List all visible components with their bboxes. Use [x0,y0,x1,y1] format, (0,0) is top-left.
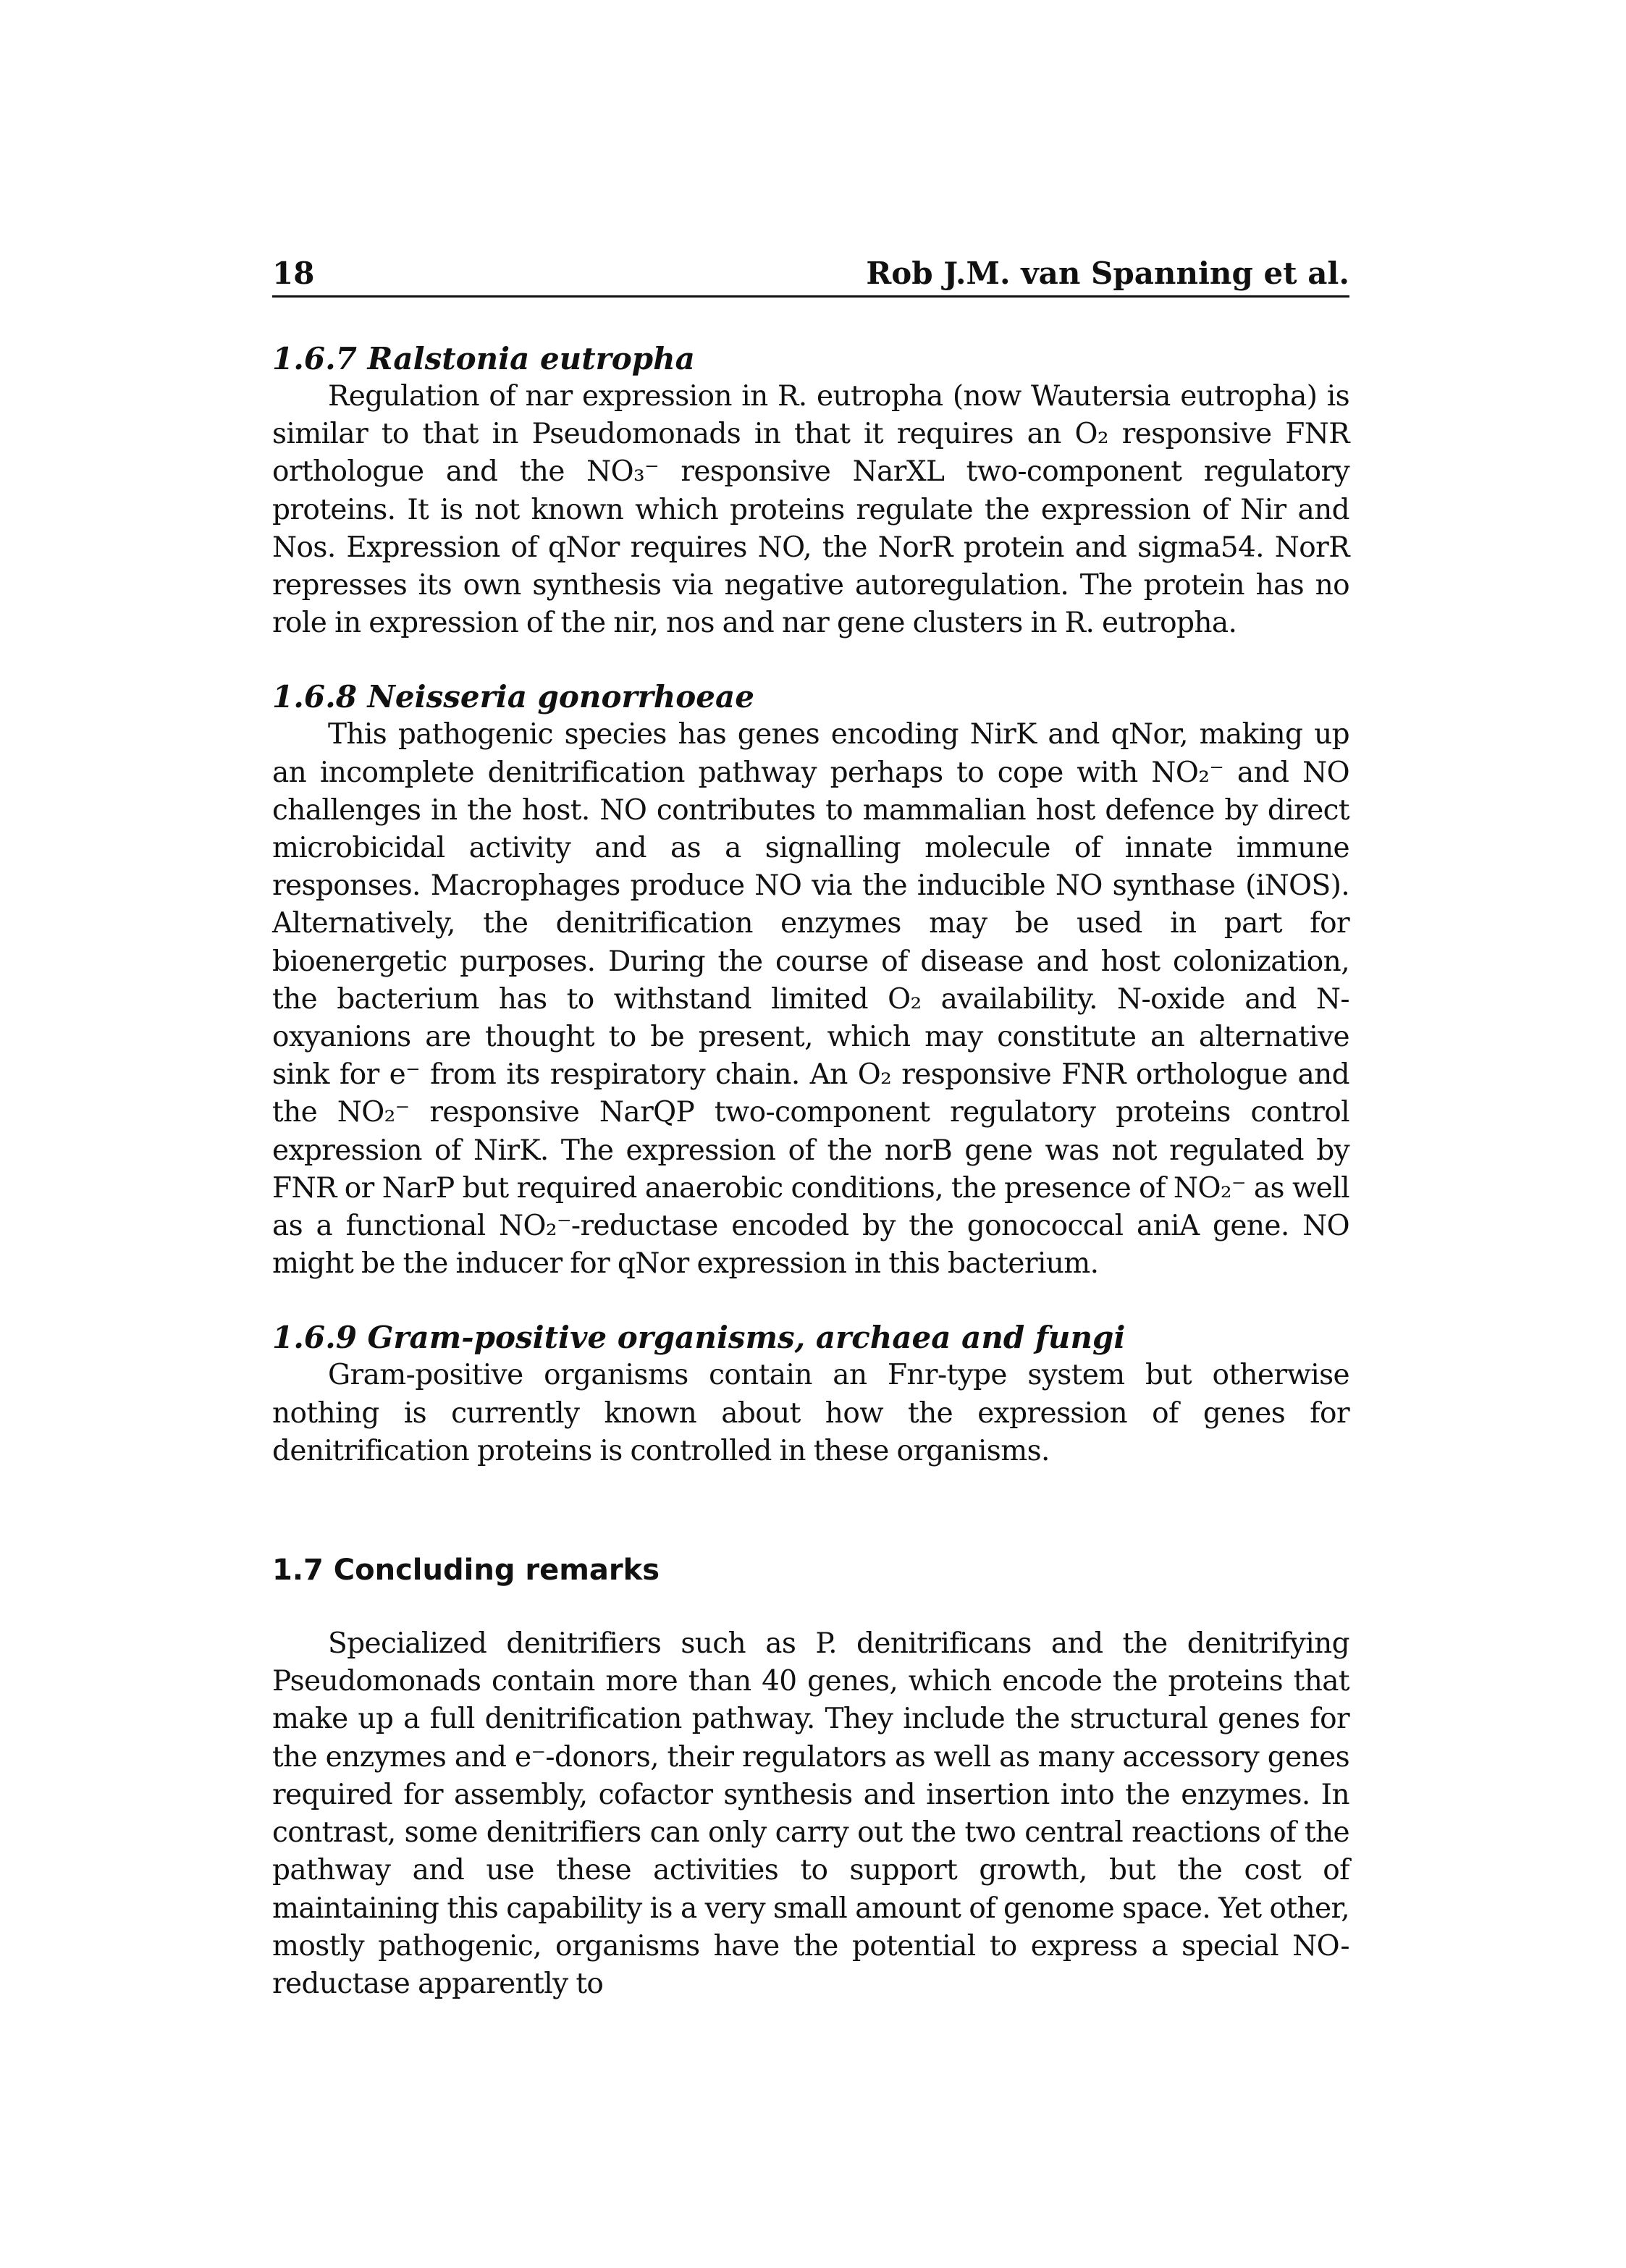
subsection-heading-1-6-8: 1.6.8 Neisseria gonorrhoeae [272,679,754,715]
spacer [272,1589,1349,1625]
spacer [272,642,1349,678]
paragraph-neisseria: This pathogenic species has genes encoding NirK and qNor, making up an incomplete denitrification pathway perhaps to cope with NO₂⁻ and NO challenges in the host. NO contributes to mammalian host defence by direct microbicidal activity and as a signalling molecule of innate immune responses. Macrophages produce NO via the inducible NO synthase (iNOS). Alternatively, the denitrification enzymes may be used in part for bioenergetic purposes. During the course of disease and host colonization, the bacterium has to withstand limited O₂ availability. N-oxide and N-oxyanions are thought to be present, which may constitute an alternative sink for e⁻ from its respiratory chain. An O₂ responsive FNR orthologue and the NO₂⁻ responsive NarQP two-component regulatory proteins control expression of NirK. The expression of the norB gene was not regulated by FNR or NarP but required anaerobic conditions, the presence of NO₂⁻ as well as a functional NO₂⁻-reductase encoded by the gonococcal aniA gene. NO might be the inducer for qNor expression in this bacterium. [272,718,1349,1281]
page-body [272,340,1349,2003]
spacer [272,1470,1349,1551]
paragraph-concluding: Specialized denitrifiers such as P. denitrificans and the denitrifying Pseudomonads contain more than 40 genes, which encode the proteins that make up a full denitrification pathway. They include the structural genes for the enzymes and e⁻-donors, their regulators as well as many accessory genes required for assembly, cofactor synthesis and insertion into the enzymes. In contrast, some denitrifiers can only carry out the two central reactions of the pathway and use these activities to support growth, but the cost of maintaining this capability is a very small amount of genome space. Yet other, mostly pathogenic, organisms have the potential to express a special NO-reductase apparently to [272,1627,1349,2000]
page-number: 18 [272,256,315,291]
running-title: Rob J.M. van Spanning et al. [866,256,1349,291]
subsection-heading-1-6-9: 1.6.9 Gram-positive organisms, archaea and fungi [272,1320,1126,1356]
running-header [272,252,1349,298]
section-heading-1-7: 1.7 Concluding remarks [272,1554,660,1588]
paragraph-gram-positive: Gram-positive organisms contain an Fnr-type system but otherwise nothing is currently known about how the expression of genes for denitrification proteins is controlled in these organisms. [272,1359,1349,1467]
paragraph-ralstonia: Regulation of nar expression in R. eutropha (now Wautersia eutropha) is similar to that in Pseudomonads in that it requires an O₂ responsive FNR orthologue and the NO₃⁻ responsive NarXL two-component regulatory proteins. It is not known which proteins regulate the expression of Nir and Nos. Expression of qNor requires NO, the NorR protein and sigma54. NorR represses its own synthesis via negative autoregulation. The protein has no role in expression of the nir, nos and nar gene clusters in R. eutropha. [272,380,1349,640]
spacer [272,1283,1349,1319]
subsection-heading-1-6-7: 1.6.7 Ralstonia eutropha [272,341,695,376]
